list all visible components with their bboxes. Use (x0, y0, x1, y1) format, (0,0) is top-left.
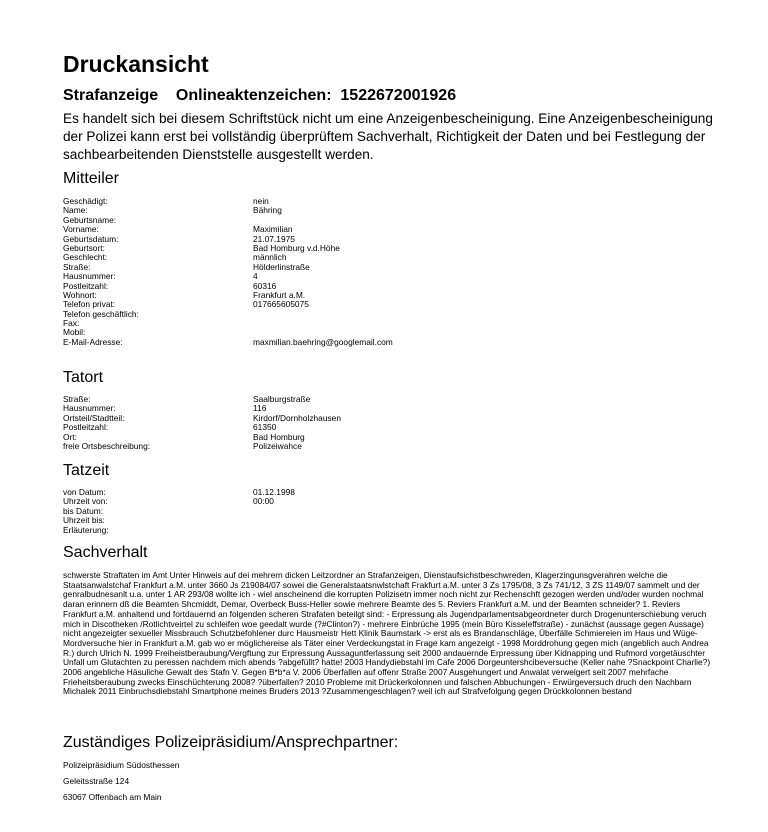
field-row (63, 395, 713, 404)
field-label: E-Mail-Adresse: (63, 336, 123, 347)
section-heading-tatzeit: Tatzeit (63, 462, 110, 479)
field-label: von Datum: (63, 487, 106, 497)
field-label: freie Ortsbeschreibung: (63, 440, 151, 451)
field-row (63, 272, 713, 281)
field-value: 00:00 (253, 496, 274, 507)
field-value: Polizeiwahce (253, 440, 302, 451)
field-label: Postleitzahl: (63, 280, 109, 291)
field-label: Uhrzeit bis: (63, 515, 105, 526)
field-label: Telefon geschäftlich: (63, 308, 139, 319)
field-row (63, 282, 713, 291)
field-row (63, 507, 713, 516)
field-row (63, 310, 713, 319)
field-row (63, 263, 713, 272)
field-label: Hausnummer: (63, 271, 116, 282)
address-line-authority: Polizeipräsidium Südosthessen (63, 760, 180, 770)
field-value: 60316 (253, 280, 277, 291)
field-row (63, 206, 713, 215)
field-label: Geburtsort: (63, 242, 105, 253)
field-value: 4 (253, 271, 258, 282)
address-line-city: 63067 Offenbach am Main (63, 792, 162, 802)
field-label: Vorname: (63, 224, 99, 235)
field-label: Mobil: (63, 327, 86, 338)
field-value: Kirdorf/Dornholzhausen (253, 412, 341, 423)
field-value: nein (253, 196, 269, 206)
field-label: Name: (63, 205, 88, 216)
field-value: 116 (253, 403, 267, 414)
field-row (63, 291, 713, 300)
mitteiler-fields (63, 197, 713, 347)
field-row (63, 235, 713, 244)
field-label: Geschädigt: (63, 196, 108, 206)
field-value: männlich (253, 252, 287, 263)
field-label: Wohnort: (63, 289, 97, 300)
field-row (63, 516, 713, 525)
field-value: maxmilian.baehring@googlemail.com (253, 336, 393, 347)
field-row (63, 216, 713, 225)
section-heading-sachverhalt: Sachverhalt (63, 544, 148, 561)
field-label: Postleitzahl: (63, 422, 109, 433)
field-row (63, 423, 713, 432)
field-value: Bad Homburg (253, 431, 305, 442)
field-row (63, 338, 713, 347)
field-value: 01.12.1998 (253, 487, 295, 497)
field-label: Geburtsdatum: (63, 233, 119, 244)
section-heading-mitteiler: Mitteiler (63, 170, 120, 187)
field-row (63, 300, 713, 309)
field-row (63, 404, 713, 413)
field-value: Hölderlinstraße (253, 261, 310, 272)
field-value: Saalburgstraße (253, 394, 311, 404)
field-label: Uhrzeit von: (63, 496, 108, 507)
field-value: Frankfurt a.M. (253, 289, 306, 300)
field-value: Bad Homburg v.d.Höhe (253, 242, 340, 253)
field-row (63, 253, 713, 262)
address-line-street: Geleitsstraße 124 (63, 776, 130, 786)
field-row (63, 433, 713, 442)
field-value: Maximilian (253, 224, 293, 235)
tatort-fields (63, 395, 713, 451)
page-title: Druckansicht (63, 51, 209, 77)
field-label: Geburtsname: (63, 214, 117, 225)
field-label: Hausnummer: (63, 403, 116, 414)
section-heading-zustaendig: Zuständiges Polizeipräsidium/Ansprechpartner: (63, 734, 399, 751)
field-row (63, 526, 713, 535)
field-value: 017665605075 (253, 299, 309, 310)
field-label: Ort: (63, 431, 77, 442)
field-label: Ortsteil/Stadtteil: (63, 412, 125, 423)
field-label: Straße: (63, 261, 91, 272)
field-label: bis Datum: (63, 505, 104, 516)
sachverhalt-text: schwerste Straftaten im Amt Unter Hinweis auf dei mehrern dicken Leitzordner an Strafanzeigen, Dienstaufsichstbeschwreden, Klagerzingunsgverahren welche die Staatsanwalstchaf Frankfurt a.M. unter 3660 Js 219084/07 sowei die Generalstaatsnwlstchaft Frakfurt a.M. unter 3 Zs 1795/08, 3 Zs 741/12, 3 ZS 1149/07 sammelt und der genralbudnesanlt u.a. unter 1 AR 293/08 wollte ich - wiel anscheinend die korrupten Polizisetn immer noch nicht zur Rechenschft gezogen werden und/oder wurden nochmal daran erinnern dß die Beamten Shcmiddt, Demar, Overbeck Buss-Heller sowie mehrere Beamte des 5. Reviers Frankfurt a.M. und der Beamten schneider? 1. Reviers Frankfurt a.M. anhaltend und fortdauernd an folgenden scheren Strafaten beteilgt sind: - Erpressung als Jugendparlamentsabgeordneter durch Drogenunterschiebung veruch mich in Discotheken /Rotlichtveirtel zu schleifen woe geedalt wurde (?#Clinton?) - mehrere Einbrüche 1995 (mein Büro Kisseleffstraße) - zunächst (aussage gegen Aussage) nicht angezeigter sexueller Missbrauch Schutzbefohlener durc Hausmeistr Hett Klinik Baumstark -> erst als es Brandanschläge, Überfälle Schmiereien im Haus und Wüge-Mordversuche hier in Frankfurt a.M. gab wo er möglichereise als Täter einer Verdeckungstat in Frage kam angezeigt - 1998 Morddrohung gegen mich (angeblich auch Andrea R.) durch Ulrich N. 1999 Freiheistberaubung/Vergftung zur Erpressung Aussaguntferlassung seit 2000 andauernde Erpressung über Kidnapping und Rufmord vorgetäuschter Unfall um Glutachten zu peressen nachdem mich abends ?abgefüllt? hatte! 2003 Handydiebstahl im Cafe 2006 Dorgeuntershcibeversuche (Keller nahe ?Snackpoint Charlie?) 2006 angebliche Häsuliche Gewalt des Stafn V. Gegen B*b*a V. 2006 Überfallen auf offenr Straße 2007 Ausgehungert und Anwalat verweigert seit 2007 mehrfache Frieheitsberaubung zwecks Einschüchterung 2008? ?überfallen? 2010 Probleme mit Drückerkolonnen und falschen Abbuchungen - Erwürgeversuch druch den Nachbarn Michalek 2011 Einbruchsdiebstahl Smartphone meines Bruders 2013 ?Zusammengeschlagen? weil ich auf Strafvefolgung gegen Drückkolonnen bestand (63, 570, 711, 697)
notice-paragraph: Es handelt sich bei diesem Schriftstück nicht um eine Anzeigenbescheinigung. Eine Anzeigenbescheinigung der Polizei kann erst bei vollständig überprüftem Sachverhalt, Richtigkeit der Daten und bei Festlegung der sachbearbeitenden Dienststelle ausgestellt werden. (63, 111, 713, 162)
field-row (63, 442, 713, 451)
section-heading-tatort: Tatort (63, 369, 104, 386)
field-row (63, 225, 713, 234)
field-label: Straße: (63, 394, 91, 404)
field-row (63, 244, 713, 253)
field-row (63, 319, 713, 328)
field-value: Bähring (253, 205, 282, 216)
field-label: Telefon privat: (63, 299, 116, 310)
field-label: Erläuterung: (63, 524, 109, 535)
field-row (63, 488, 713, 497)
field-value: 21.07.1975 (253, 233, 295, 244)
field-value: 61350 (253, 422, 277, 433)
tatzeit-fields (63, 488, 713, 535)
field-row (63, 414, 713, 423)
field-label: Fax: (63, 318, 80, 329)
report-subtitle: Strafanzeige Onlineaktenzeichen: 1522672001926 (63, 87, 457, 104)
field-row (63, 197, 713, 206)
field-label: Geschlecht: (63, 252, 108, 263)
field-row (63, 497, 713, 506)
